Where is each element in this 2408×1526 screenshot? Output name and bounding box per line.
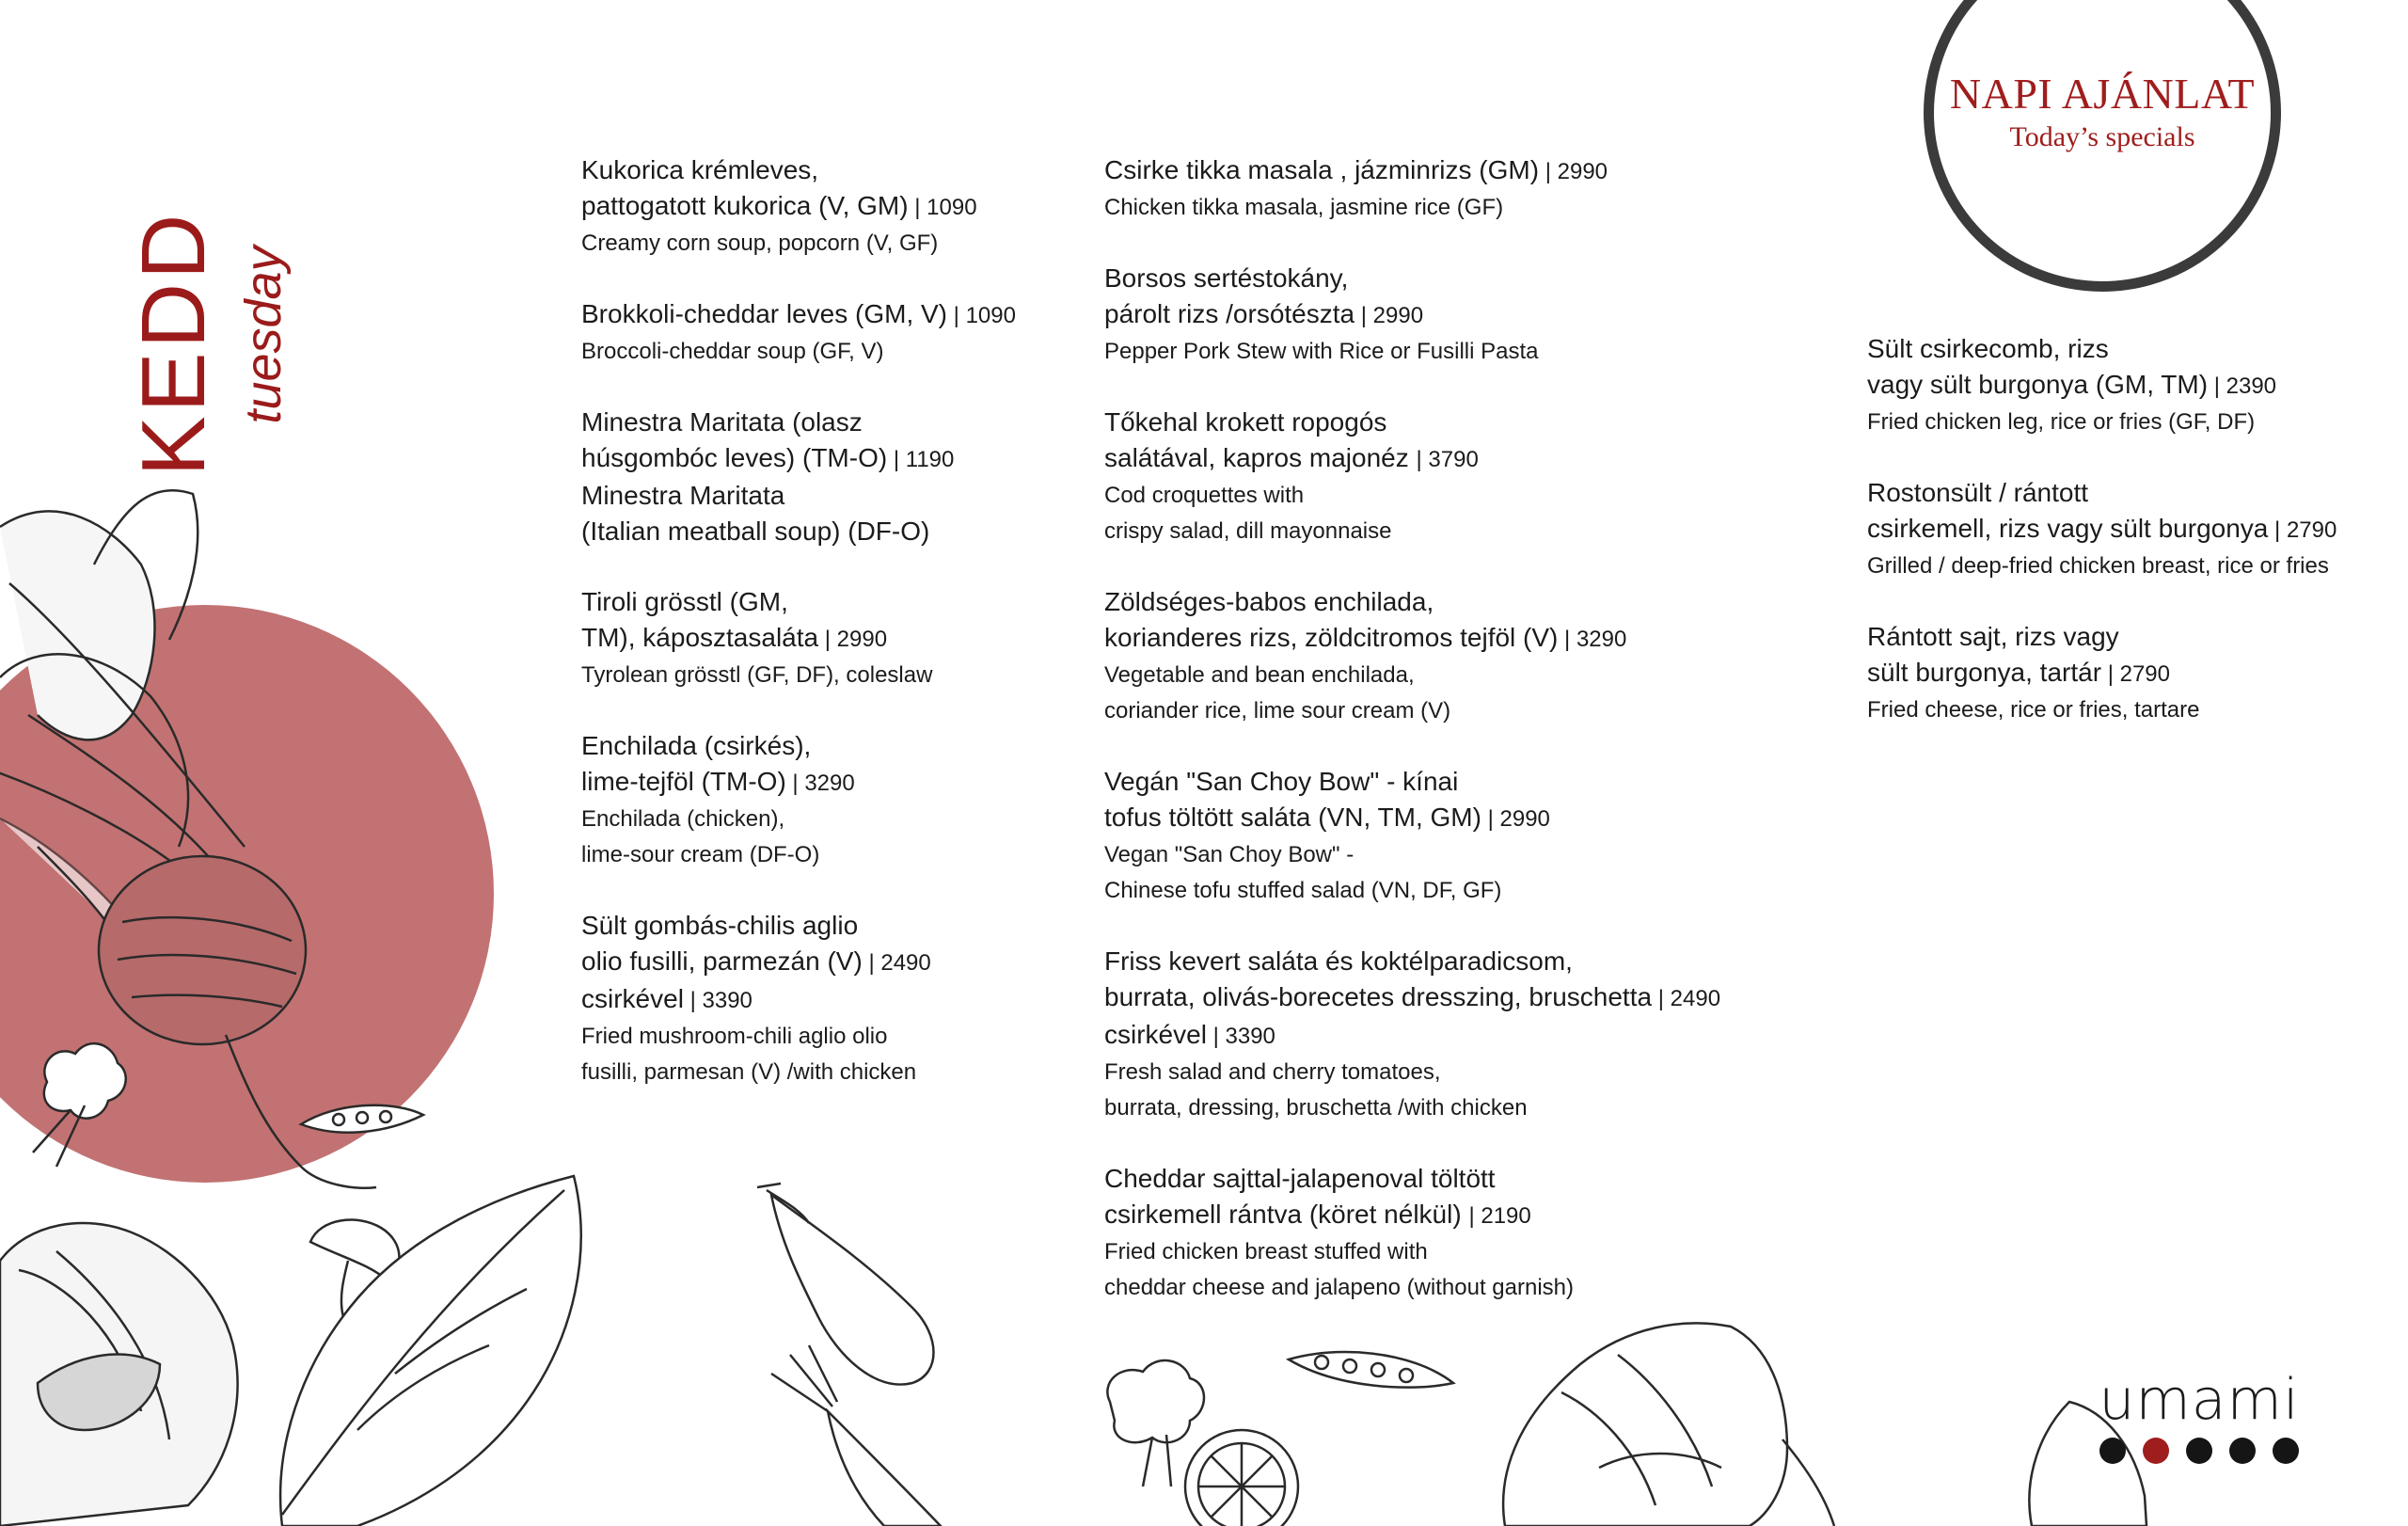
menu-item xyxy=(1867,619,2394,728)
logo-dot xyxy=(2186,1438,2212,1464)
dish-name-hu: Borsos sertéstokány, párolt rizs /orsótészta xyxy=(1104,263,1355,328)
dish-name-hu: Tőkehal krokett ropogós salátával, kapros majonéz xyxy=(1104,407,1409,472)
dish-price: | 2990 xyxy=(1481,806,1550,832)
dish-name-hu: Friss kevert saláta és koktélparadicsom, burrata, olivás-borecetes dresszing, bruschetta xyxy=(1104,946,1653,1011)
dish-price: | 2790 xyxy=(2101,661,2170,687)
menu-item xyxy=(581,152,1070,262)
dish-price: | 3290 xyxy=(1558,627,1627,652)
menu-item xyxy=(1867,331,2394,440)
dish-price: | 2990 xyxy=(1539,159,1608,184)
dish-price: | 2990 xyxy=(818,627,888,652)
dish-name-en: Chicken tikka masala, jasmine rice (GF) xyxy=(1104,195,1504,220)
menu-item xyxy=(1104,261,1819,370)
dish-price: | 2790 xyxy=(2268,517,2337,543)
dish-price: | 2390 xyxy=(2208,374,2277,399)
dish-name-hu: Rántott sajt, rizs vagy sült burgonya, tartár xyxy=(1867,622,2119,687)
dish-name-en: Fresh salad and cherry tomatoes, burrata, dressing, bruschetta /with chicken xyxy=(1104,1059,1528,1121)
dish-extra: csirkével xyxy=(1104,1020,1207,1049)
menu-column-3 xyxy=(1867,331,2394,763)
menu-item xyxy=(1104,944,1819,1126)
dish-price: | 3290 xyxy=(785,771,855,796)
dish-price: | 1090 xyxy=(947,303,1016,328)
dish-price: | 2990 xyxy=(1354,303,1424,328)
dish-name-hu: Rostonsült / rántott csirkemell, rizs vagy sült burgonya xyxy=(1867,478,2269,543)
menu-item xyxy=(581,728,1070,873)
logo-text: umami xyxy=(2099,1367,2300,1433)
dish-name-en: Broccoli-cheddar soup (GF, V) xyxy=(581,339,884,364)
specials-title: NAPI AJÁNLAT xyxy=(1949,70,2256,118)
dish-name-hu: Brokkoli-cheddar leves (GM, V) xyxy=(581,299,948,328)
dish-extra-price: | 3390 xyxy=(1206,1024,1275,1049)
menu-item xyxy=(581,908,1070,1090)
menu-item xyxy=(581,584,1070,693)
dish-name-en: Enchilada (chicken), lime-sour cream (DF-O) xyxy=(581,806,820,867)
dish-name-en: Fried chicken breast stuffed with cheddar cheese and jalapeno (without garnish) xyxy=(1104,1239,1574,1300)
logo-dot xyxy=(2273,1438,2299,1464)
dish-price: | 2490 xyxy=(1652,986,1721,1011)
logo-dot-accent xyxy=(2143,1438,2169,1464)
umami-logo xyxy=(2096,1367,2303,1464)
logo-dot xyxy=(2229,1438,2256,1464)
dish-name-hu: Cheddar sajttal-jalapenoval töltött csirkemell rántva (köret nélkül) xyxy=(1104,1164,1496,1229)
menu-item xyxy=(1867,475,2394,584)
dish-name-hu: Sült gombás-chilis aglio olio fusilli, parmezán (V) xyxy=(581,911,863,976)
dish-name-en: Fried chicken leg, rice or fries (GF, DF) xyxy=(1867,409,2256,435)
dish-name-hu: Zöldséges-babos enchilada, korianderes rizs, zöldcitromos tejföl (V) xyxy=(1104,587,1559,652)
dish-name-en: Pepper Pork Stew with Rice or Fusilli Pasta xyxy=(1104,339,1539,364)
menu-item xyxy=(1104,1161,1819,1306)
specials-subtitle: Today’s specials xyxy=(2009,121,2195,152)
menu-item xyxy=(1104,764,1819,909)
dish-price: | 1090 xyxy=(908,195,977,220)
dish-name-en: Minestra Maritata (Italian meatball soup) (DF-O) xyxy=(581,481,930,546)
dish-name-hu: Csirke tikka masala , jázminrizs (GM) xyxy=(1104,155,1540,184)
logo-dots xyxy=(2099,1438,2299,1464)
day-subtitle: tuesday xyxy=(235,246,292,424)
logo-dot xyxy=(2099,1438,2126,1464)
day-title: KEDD xyxy=(123,210,224,477)
menu-item xyxy=(1104,405,1819,549)
dish-name-en: Creamy corn soup, popcorn (V, GF) xyxy=(581,230,939,256)
dish-name-en: Grilled / deep-fried chicken breast, rice or fries xyxy=(1867,553,2329,579)
dish-name-en: Cod croquettes with crispy salad, dill mayonnaise xyxy=(1104,483,1392,544)
dish-name-hu: Minestra Maritata (olasz húsgombóc leves) (TM-O) xyxy=(581,407,888,472)
dish-name-en: Tyrolean grösstl (GF, DF), coleslaw xyxy=(581,662,933,688)
menu-item xyxy=(1104,152,1819,226)
dish-name-en: Fried cheese, rice or fries, tartare xyxy=(1867,697,2200,723)
menu-item xyxy=(1104,584,1819,729)
dish-extra: csirkével xyxy=(581,984,684,1013)
menu-item xyxy=(581,405,1070,549)
dish-price: | 1190 xyxy=(887,447,955,472)
menu-column-2 xyxy=(1104,152,1819,1341)
dish-price: | 2190 xyxy=(1468,1203,1531,1229)
dish-name-en: Fried mushroom-chili aglio olio fusilli, parmesan (V) /with chicken xyxy=(581,1024,917,1085)
menu-column-1 xyxy=(581,152,1070,1125)
menu-item xyxy=(581,296,1070,370)
dish-name-hu: Vegán "San Choy Bow" - kínai tofus töltött saláta (VN, TM, GM) xyxy=(1104,767,1481,832)
dish-name-hu: Enchilada (csirkés), lime-tejföl (TM-O) xyxy=(581,731,812,796)
dish-price: | 3790 xyxy=(1416,447,1479,472)
dish-name-hu: Kukorica krémleves, pattogatott kukorica (V, GM) xyxy=(581,155,909,220)
dish-name-hu: Tiroli grösstl (GM, TM), káposztasaláta xyxy=(581,587,819,652)
dish-extra-price: | 3390 xyxy=(683,988,752,1013)
day-title-block xyxy=(89,188,292,489)
dish-name-en: Vegetable and bean enchilada, coriander rice, lime sour cream (V) xyxy=(1104,662,1451,723)
dish-name-en: Vegan "San Choy Bow" - Chinese tofu stuffed salad (VN, DF, GF) xyxy=(1104,842,1502,903)
dish-price: | 2490 xyxy=(862,950,931,976)
dish-name-hu: Sült csirkecomb, rizs vagy sült burgonya (GM, TM) xyxy=(1867,334,2209,399)
